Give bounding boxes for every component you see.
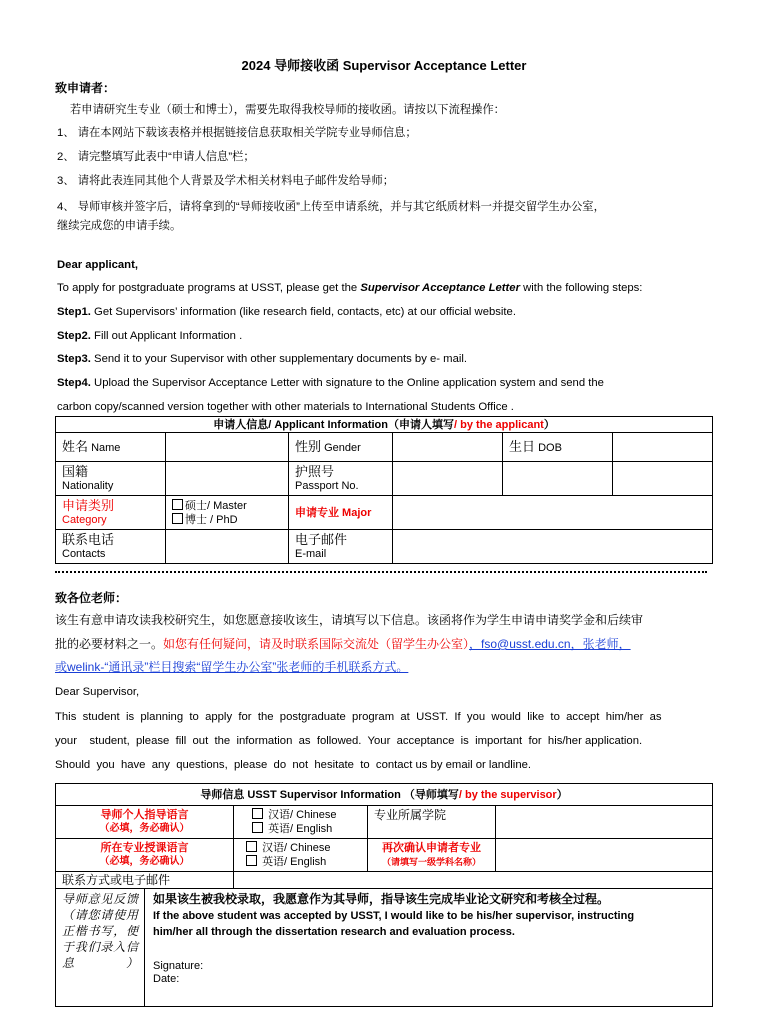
en-intro-c: with the following steps: bbox=[520, 282, 643, 294]
label-line: 再次确认申请者专业 bbox=[382, 842, 481, 854]
teaching-language-options bbox=[234, 839, 368, 872]
step-label: Step2. bbox=[57, 330, 91, 342]
supervisor-table-header bbox=[56, 784, 713, 806]
cn-step-1: 1、 请在本网站下载该表格并根据链接信息获取相关学院专业导师信息； bbox=[57, 127, 417, 139]
cn-line-text: 批的必要材料之一。 bbox=[55, 637, 164, 651]
teach-english-option[interactable] bbox=[246, 855, 361, 869]
cn-step-3: 3、 请将此表连同其他个人背景及学术相关材料电子邮件发给导师； bbox=[57, 175, 395, 187]
en-intro-a: To apply for postgraduate programs at USST, please get the bbox=[57, 282, 361, 294]
cn-intro-para: 若申请研究生专业（硕士和博士），需要先取得我校导师的接收函。请按以下流程操作： bbox=[70, 104, 505, 116]
contact-label bbox=[56, 872, 234, 889]
label-en: Contacts bbox=[62, 547, 106, 560]
supervisor-greeting-en: Dear Supervisor, bbox=[55, 686, 140, 698]
header-by-supervisor: / by the supervisor bbox=[458, 788, 557, 801]
header-by-applicant: / by the applicant bbox=[454, 418, 544, 431]
supervisor-cn-line-2 bbox=[55, 637, 631, 652]
major-label: 申请专业 Major bbox=[289, 496, 393, 530]
label-cn: 国籍 bbox=[62, 463, 89, 479]
contact-email-link[interactable]: ，fso@usst.edu.cn，张老师， bbox=[469, 637, 631, 651]
guide-chinese-checkbox[interactable] bbox=[252, 808, 263, 819]
cn-step-4-cont: 继续完成您的申请手续。 bbox=[57, 220, 182, 232]
guide-english-checkbox[interactable] bbox=[252, 822, 263, 833]
guide-language-options bbox=[234, 806, 368, 839]
en-step-4-cont: carbon copy/scanned version together with other materials to International Students Office . bbox=[57, 401, 514, 413]
name-label bbox=[56, 433, 166, 462]
step-text: Upload the Supervisor Acceptance Letter with signature to the Online application system and send the bbox=[90, 377, 604, 389]
label-line: （必填，务必确认） bbox=[99, 856, 190, 867]
header-text: 导师填写 bbox=[414, 788, 459, 801]
en-step-1 bbox=[57, 305, 516, 320]
supervisor-greeting-cn: 致各位老师： bbox=[55, 591, 128, 605]
step-label: Step1. bbox=[57, 306, 91, 318]
en-step-3 bbox=[57, 352, 467, 367]
header-text: 导师信息 USST Supervisor Information （ bbox=[200, 788, 415, 801]
label-text: 联系方式或电子邮件 bbox=[62, 872, 171, 887]
dob-field[interactable] bbox=[613, 433, 713, 462]
label-en: DOB bbox=[538, 441, 562, 454]
feedback-label-text: 导师意见反馈（请您请使用正楷书写，便于我们录入信息） bbox=[62, 892, 138, 970]
confirm-major-label bbox=[368, 839, 496, 872]
teach-chinese-option[interactable] bbox=[246, 841, 361, 855]
passport-label bbox=[289, 462, 393, 496]
email-label bbox=[289, 530, 393, 564]
teaching-language-label bbox=[56, 839, 234, 872]
option-label: 汉语/ Chinese bbox=[262, 842, 331, 854]
label-cn: 电子邮件 bbox=[295, 531, 348, 547]
en-intro-letter: Supervisor Acceptance Letter bbox=[360, 282, 520, 294]
date-field[interactable]: Date: bbox=[153, 973, 180, 985]
blank-cell bbox=[613, 462, 713, 496]
label-en: Name bbox=[91, 441, 121, 454]
feedback-label bbox=[56, 889, 145, 1007]
en-intro-line bbox=[57, 281, 642, 296]
label-cn: 性别 bbox=[295, 438, 322, 454]
label-text: 专业所属学院 bbox=[374, 808, 447, 822]
label-en: E-mail bbox=[295, 547, 327, 560]
option-label: 汉语/ Chinese bbox=[268, 809, 337, 821]
option-label: 英语/ English bbox=[262, 856, 327, 868]
contacts-label bbox=[56, 530, 166, 564]
nationality-label bbox=[56, 462, 166, 496]
name-field[interactable] bbox=[166, 433, 289, 462]
cn-step-4: 4、 导师审核并签字后，请将拿到的“导师接收函”上传至申请系统，并与其它纸质材料一并提交留学生办公室， bbox=[57, 201, 605, 213]
blank-cell bbox=[503, 462, 613, 496]
cn-greeting: 致申请者： bbox=[55, 81, 116, 95]
master-label: 硕士/ Master bbox=[185, 499, 247, 512]
teach-chinese-checkbox[interactable] bbox=[246, 841, 257, 852]
step-text: Send it to your Supervisor with other supplementary documents by e- mail. bbox=[90, 353, 468, 365]
phd-label: 博士 / PhD bbox=[185, 513, 238, 526]
step-label: Step3. bbox=[57, 353, 91, 365]
confirm-major-field[interactable] bbox=[496, 839, 713, 872]
gender-field[interactable] bbox=[393, 433, 503, 462]
cut-line-divider bbox=[55, 571, 707, 573]
acceptance-en-2: him/her all through the dissertation research and evaluation process. bbox=[153, 926, 515, 938]
signature-field[interactable]: Signature: bbox=[153, 960, 204, 972]
page-title: 2024 导师接收函 Supervisor Acceptance Letter bbox=[241, 58, 527, 73]
step-text: Get Supervisors’ information (like research field, contacts, etc) at our official website. bbox=[90, 306, 516, 318]
acceptance-cn: 如果该生被我校录取，我愿意作为其导师，指导该生完成毕业论文研究和考核全过程。 bbox=[153, 892, 610, 906]
teach-english-checkbox[interactable] bbox=[246, 855, 257, 866]
applicant-table-header bbox=[56, 417, 713, 433]
email-field[interactable] bbox=[393, 530, 713, 564]
passport-field[interactable] bbox=[393, 462, 503, 496]
dob-label bbox=[503, 433, 613, 462]
master-checkbox[interactable] bbox=[172, 499, 183, 510]
label-cn: 姓名 bbox=[62, 438, 89, 454]
header-text: ） bbox=[556, 788, 568, 801]
phd-checkbox[interactable] bbox=[172, 513, 183, 524]
label-cn: 生日 bbox=[509, 438, 536, 454]
option-label: 英语/ English bbox=[268, 823, 333, 835]
major-field[interactable] bbox=[393, 496, 713, 530]
school-field[interactable] bbox=[496, 806, 713, 839]
supervisor-en-line-2: your student, please fill out the information as followed. Your acceptance is important for his/her application. bbox=[55, 735, 643, 747]
supervisor-cn-line-3[interactable]: 或welink-“通讯录”栏目搜索“留学生办公室”张老师的手机联系方式。 bbox=[55, 660, 409, 674]
school-label bbox=[368, 806, 496, 839]
guide-english-option[interactable] bbox=[252, 822, 361, 836]
header-text: ） bbox=[543, 418, 555, 431]
contacts-field[interactable] bbox=[166, 530, 289, 564]
supervisor-en-line-3: Should you have any questions, please do not hesitate to contact us by email or landline. bbox=[55, 759, 532, 771]
guide-language-label bbox=[56, 806, 234, 839]
nationality-field[interactable] bbox=[166, 462, 289, 496]
supervisor-cn-line-1: 该生有意申请攻读我校研究生，如您愿意接收该生，请填写以下信息。该函将作为学生申请申请奖学金和后续审 bbox=[55, 613, 644, 627]
label-en: Nationality bbox=[62, 479, 114, 492]
label-cn: 联系电话 bbox=[62, 531, 115, 547]
en-step-2 bbox=[57, 329, 242, 344]
contact-notice: 如您有任何疑问，请及时联系国际交流处（留学生办公室） bbox=[163, 637, 470, 651]
label-cn: 申请类别 bbox=[62, 497, 115, 513]
applicant-table bbox=[55, 416, 713, 564]
supervisor-en-line-1: This student is planning to apply for the postgraduate program at USST. If you would like to accept him/her as bbox=[55, 711, 662, 723]
contact-field[interactable] bbox=[234, 872, 713, 889]
label-line: 导师个人指导语言 bbox=[100, 809, 189, 821]
label-en: Passport No. bbox=[295, 479, 359, 492]
header-text: 申请人信息/ Applicant Information（ bbox=[213, 418, 399, 431]
guide-chinese-option[interactable] bbox=[252, 808, 361, 822]
en-greeting: Dear applicant, bbox=[57, 259, 138, 271]
acceptance-en-1: If the above student was accepted by USST, I would like to be his/her supervisor, instructing bbox=[153, 910, 635, 922]
phd-option[interactable] bbox=[172, 513, 282, 527]
supervisor-table bbox=[55, 783, 713, 1007]
step-text: Fill out Applicant Information . bbox=[90, 330, 243, 342]
category-label bbox=[56, 496, 166, 530]
cn-step-2: 2、 请完整填写此表中“申请人信息”栏； bbox=[57, 151, 255, 163]
master-option[interactable] bbox=[172, 499, 282, 513]
label-en: Gender bbox=[324, 441, 361, 454]
gender-label bbox=[289, 433, 393, 462]
label-en: Category bbox=[62, 513, 107, 526]
category-options bbox=[166, 496, 289, 530]
label-line: （必填，务必确认） bbox=[99, 823, 190, 834]
step-label: Step4. bbox=[57, 377, 91, 389]
en-step-4 bbox=[57, 376, 604, 391]
label-cn: 护照号 bbox=[295, 463, 335, 479]
label-line: 所在专业授课语言 bbox=[100, 842, 189, 854]
acceptance-statement bbox=[145, 889, 713, 1007]
header-text: 申请人填写 bbox=[399, 418, 454, 431]
label-line: （请填写一级学科名称） bbox=[381, 857, 481, 867]
